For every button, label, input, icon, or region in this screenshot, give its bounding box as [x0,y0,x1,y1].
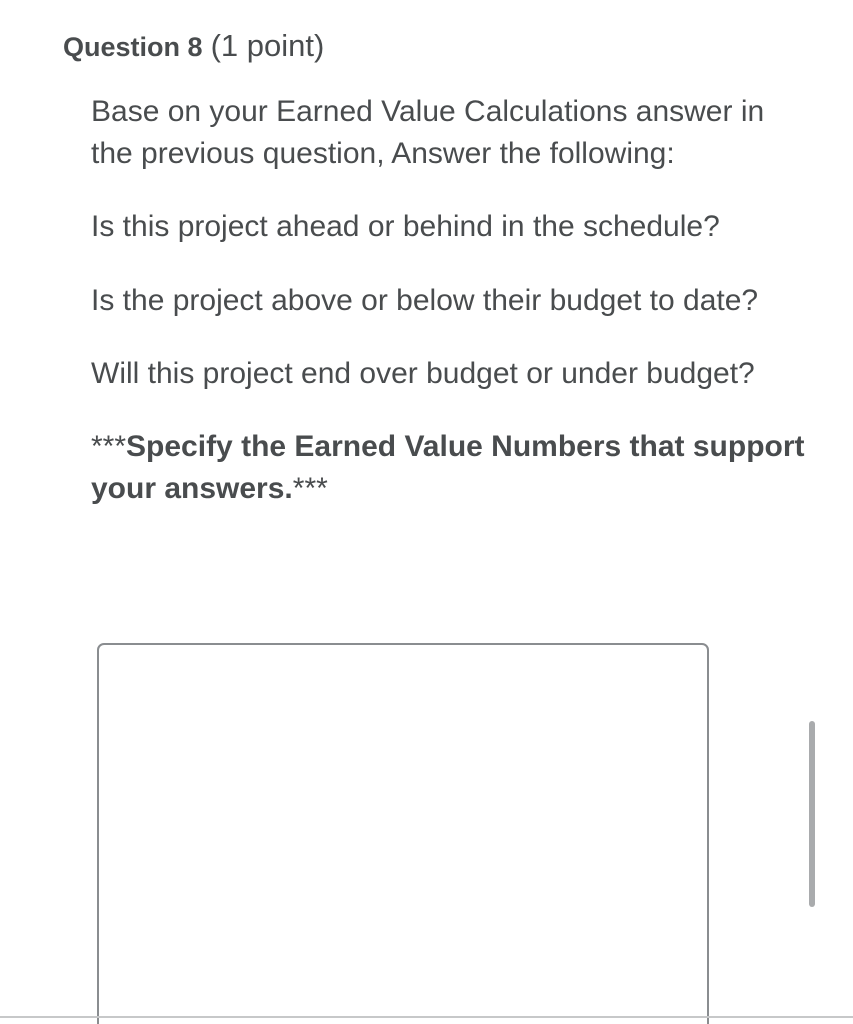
prompt-note-bold: Specify the Earned Value Numbers that support your answers. [91,430,805,505]
prompt-question-end-budget: Will this project end over budget or under budget? [91,357,755,390]
prompt-question-schedule: Is this project ahead or behind in the schedule? [91,210,720,243]
prompt-question-budget-to-date: Is the project above or below their budget to date? [91,284,759,317]
prompt-note [91,426,811,510]
prompt-note-suffix: *** [292,472,328,505]
scrollbar-thumb[interactable] [809,721,815,907]
answer-textarea[interactable] [97,643,709,1024]
bottom-divider [0,1016,853,1018]
question-points: (1 point) [210,28,325,63]
prompt-note-prefix: *** [91,430,127,463]
question-prompt [91,91,811,510]
question-title: Question 8 [63,32,203,62]
prompt-intro: Base on your Earned Value Calculations answer in the previous question, Answer the following: [91,95,765,170]
question-header [63,24,324,69]
